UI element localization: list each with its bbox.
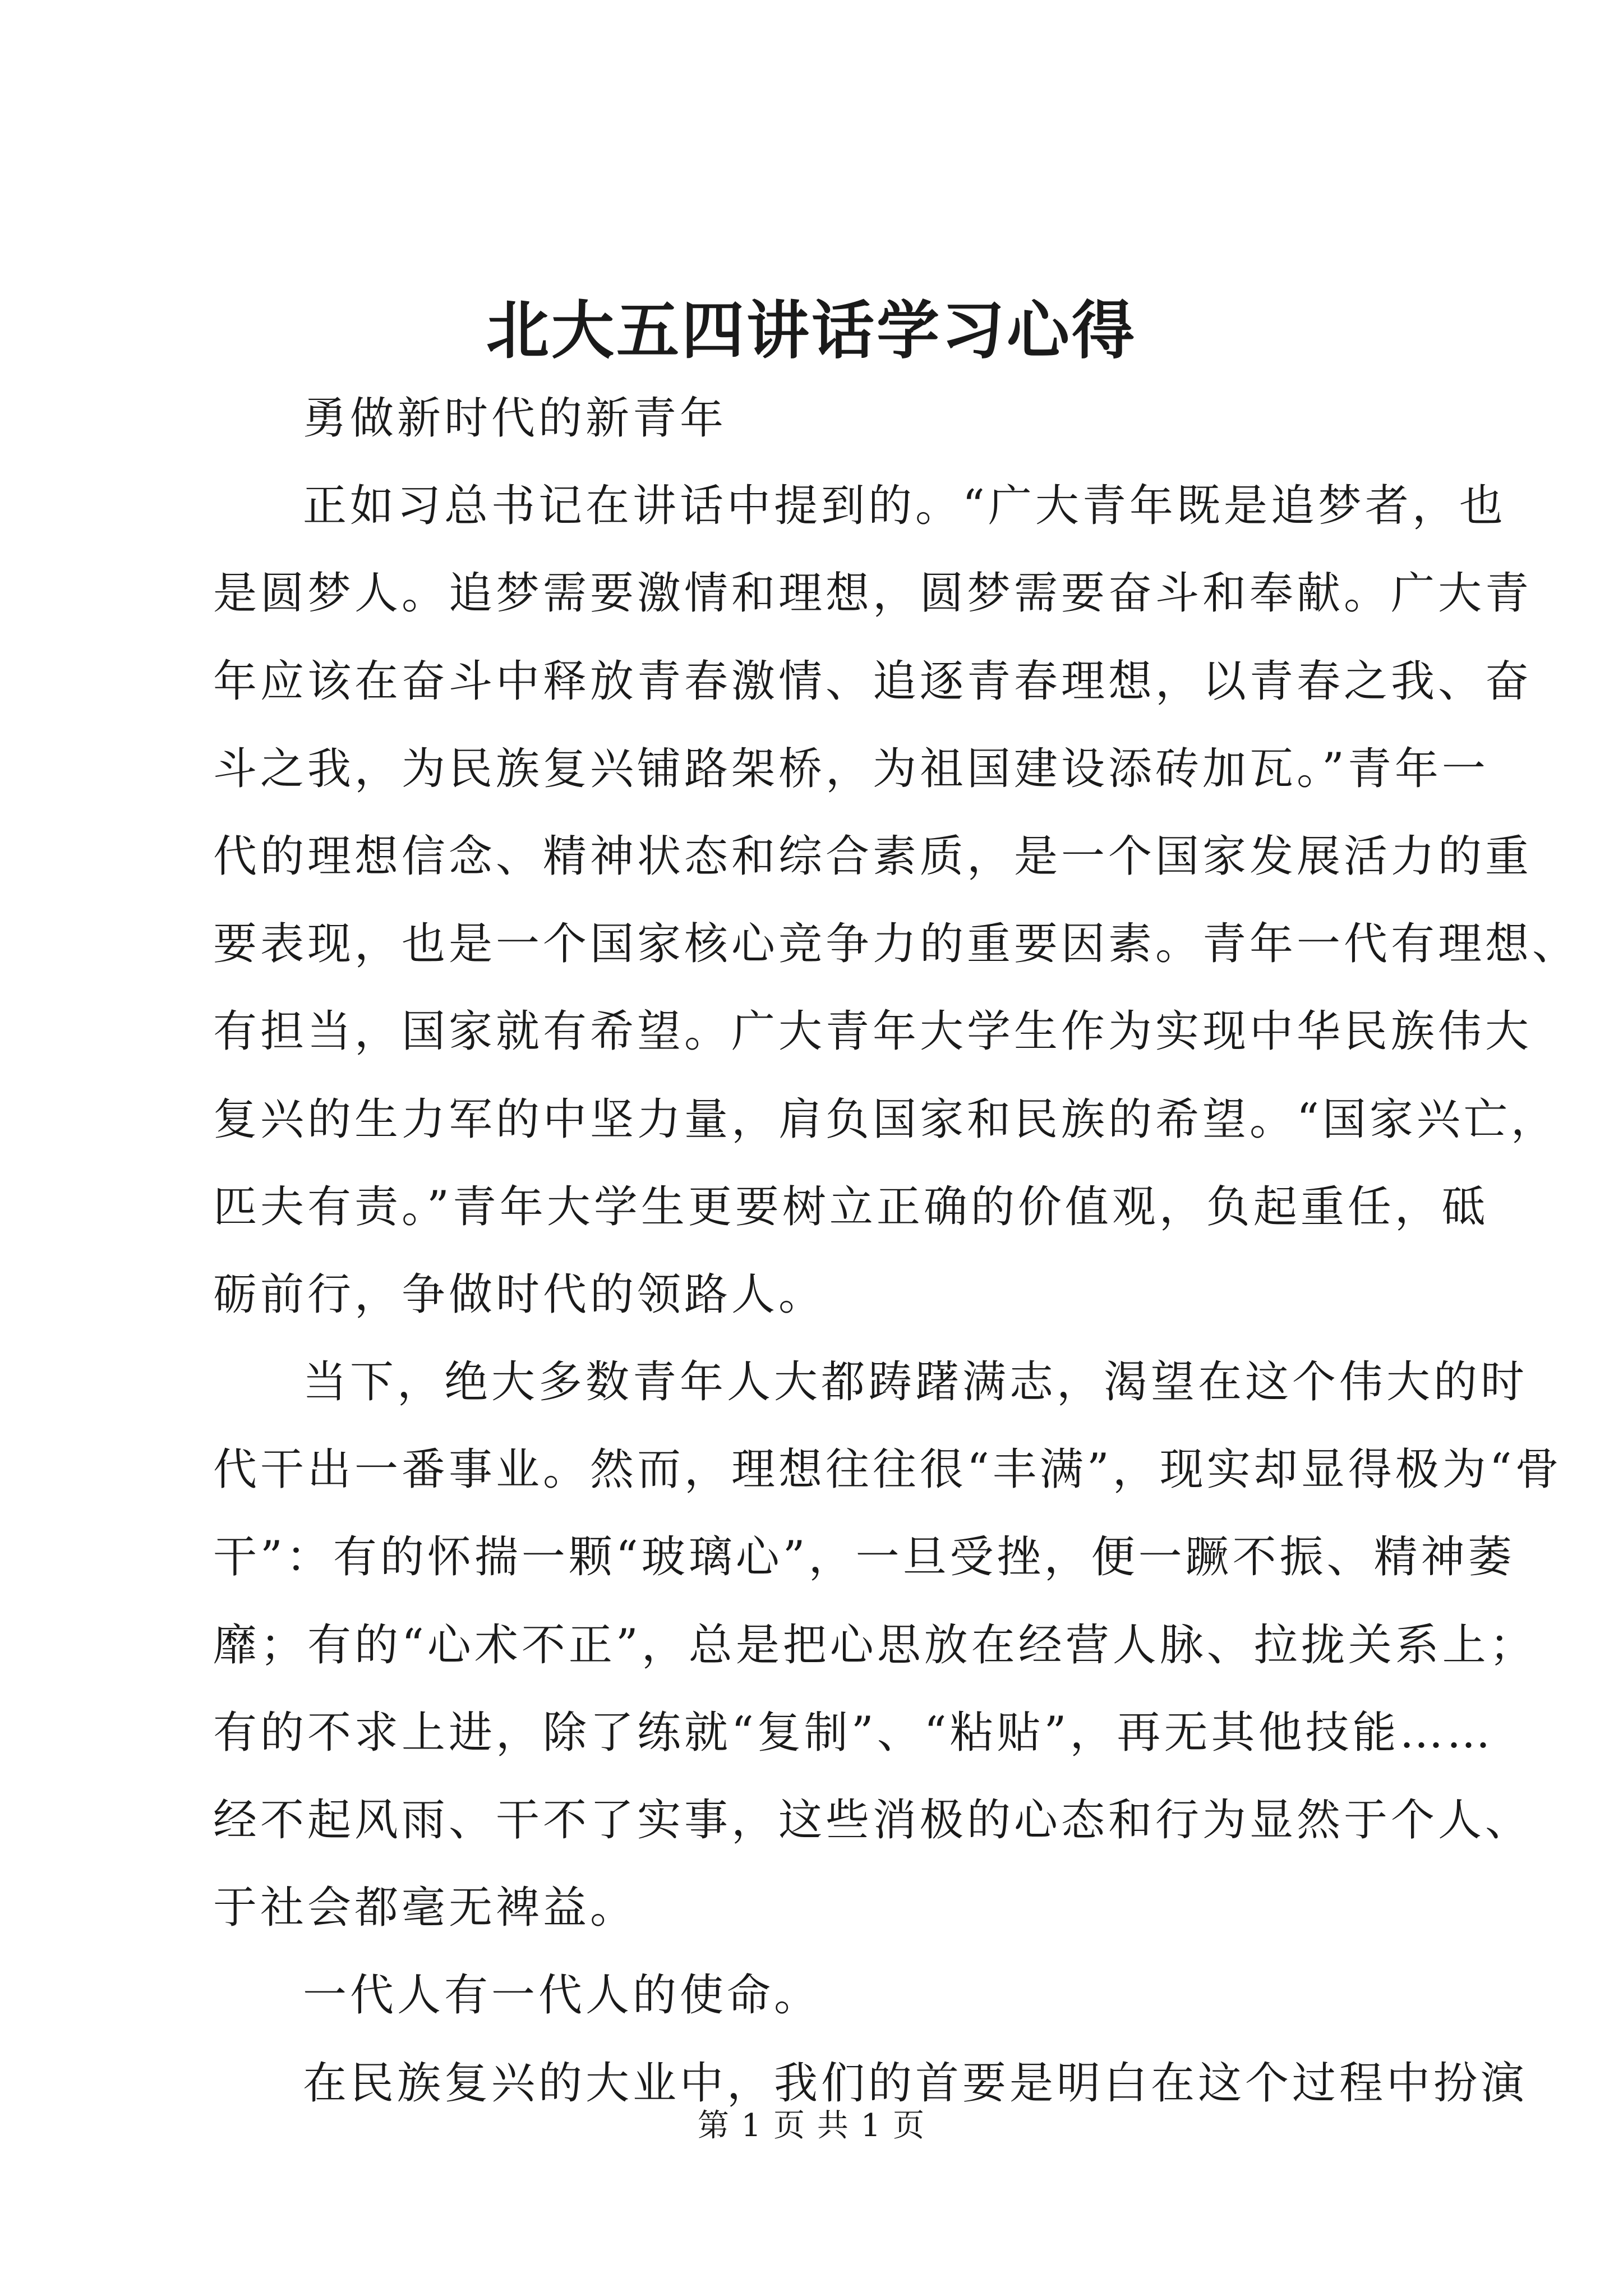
paragraph-line: 经不起风雨、干不了实事，这些消极的心态和行为显然于个人、 xyxy=(213,1795,1533,1846)
paragraph-line: 斗之我，为民族复兴铺路架桥，为祖国建设添砖加瓦。”青年一 xyxy=(213,743,1489,794)
paragraph-line: 复兴的生力军的中坚力量，肩负国家和民族的希望。“国家兴亡， xyxy=(213,1094,1558,1145)
paragraph-line: 在民族复兴的大业中，我们的首要是明白在这个过程中扮演 xyxy=(303,2058,1528,2109)
paragraph-line: 是圆梦人。追梦需要激情和理想，圆梦需要奋斗和奉献。广大青 xyxy=(213,568,1533,619)
paragraph-line: 有担当，国家就有希望。广大青年大学生作为实现中华民族伟大 xyxy=(213,1006,1533,1057)
paragraph-line: 一代人有一代人的使命。 xyxy=(303,1970,822,2021)
paragraph-line: 靡；有的“心术不正”，总是把心思放在经营人脉、拉拢关系上； xyxy=(213,1619,1537,1671)
paragraph-line: 干”：有的怀揣一颗“玻璃心”，一旦受挫，便一蹶不振、精神萎 xyxy=(213,1532,1515,1583)
paragraph-line: 年应该在奋斗中释放青春激情、追逐青春理想，以青春之我、奋 xyxy=(213,656,1533,707)
paragraph-line: 于社会都毫无裨益。 xyxy=(213,1883,638,1934)
paragraph-line: 砺前行，争做时代的领路人。 xyxy=(213,1269,826,1320)
document-title: 北大五四讲话学习心得 xyxy=(486,294,1137,367)
page-footer: 第 1 页 共 1 页 xyxy=(697,2108,926,2144)
paragraph-line: 正如习总书记在讲话中提到的。“广大青年既是追梦者，也 xyxy=(303,481,1506,532)
paragraph-line: 代干出一番事业。然而，理想往往很“丰满”，现实却显得极为“骨 xyxy=(213,1444,1562,1496)
paragraph-line: 要表现，也是一个国家核心竞争力的重要因素。青年一代有理想、 xyxy=(213,919,1580,970)
paragraph-line: 当下，绝大多数青年人大都踌躇满志，渴望在这个伟大的时 xyxy=(303,1357,1528,1408)
paragraph-line: 勇做新时代的新青年 xyxy=(303,393,727,444)
paragraph-line: 匹夫有责。”青年大学生更要树立正确的价值观，负起重任，砥 xyxy=(213,1181,1489,1232)
document-body xyxy=(213,375,1580,2127)
paragraph-line: 有的不求上进，除了练就“复制”、“粘贴”，再无其他技能…… xyxy=(213,1707,1494,1758)
paragraph-line: 代的理想信念、精神状态和综合素质，是一个国家发展活力的重 xyxy=(213,831,1533,882)
